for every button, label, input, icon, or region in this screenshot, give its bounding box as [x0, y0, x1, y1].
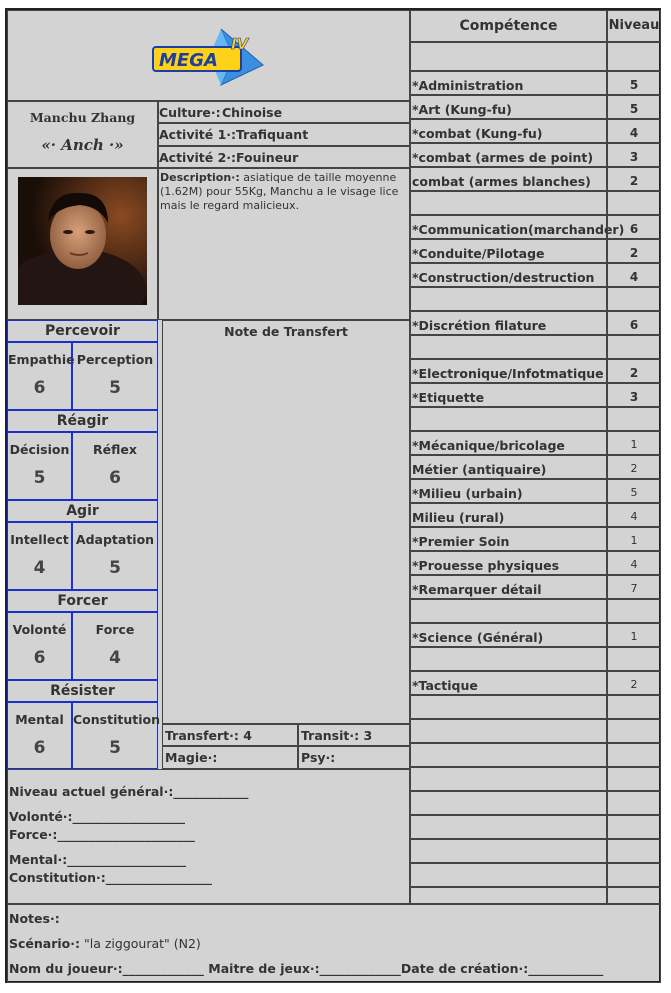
skill-level-cell: [607, 95, 661, 119]
skill-level: 2: [629, 174, 639, 188]
skill-level-cell: [607, 767, 661, 791]
skill-level-cell: [607, 887, 661, 904]
attribute-a-label: Décision: [9, 442, 70, 457]
activity2-value: Fouineur: [236, 150, 299, 165]
skill-level: 3: [629, 390, 639, 404]
skill-level-cell: [607, 791, 661, 815]
character-name: Manchu Zhang: [29, 110, 136, 125]
skill-row: [410, 671, 661, 695]
transit-cell: Transit·: 3: [298, 724, 410, 746]
skill-level-cell: [607, 311, 661, 335]
skill-level: 2: [630, 678, 638, 691]
skill-row: [410, 239, 661, 263]
skill-name-cell: [410, 383, 607, 407]
skill-row: [410, 599, 661, 623]
psy-cell: Psy·:: [298, 746, 410, 769]
skill-name-cell: [410, 455, 607, 479]
skill-level-cell: [607, 263, 661, 287]
skill-name-cell: [410, 95, 607, 119]
skill-row: [410, 143, 661, 167]
mega-logo: [151, 27, 271, 87]
activity2-label: Activité 2·:: [159, 150, 237, 165]
skill-name: *combat (Kung-fu): [412, 126, 543, 141]
name-box: [7, 101, 158, 168]
activity2-row: [158, 146, 410, 168]
attribute-group: [7, 500, 158, 590]
attribute-b: [72, 522, 158, 590]
skill-level-cell: [607, 287, 661, 311]
skill-row: [410, 839, 661, 863]
skill-level-cell: [607, 71, 661, 95]
skill-name: *Tactique: [412, 678, 478, 693]
attribute-a: [7, 702, 72, 769]
attribute-b-value: 4: [109, 648, 121, 668]
skill-name-cell: [410, 887, 607, 904]
attribute-a-label: Mental: [15, 712, 64, 727]
attribute-title: Forcer: [57, 593, 108, 609]
attribute-a: [7, 612, 72, 680]
skill-level: 4: [629, 126, 639, 140]
skill-row: [410, 863, 661, 887]
skill-name-cell: [410, 863, 607, 887]
skill-name-cell: [410, 263, 607, 287]
skill-name-cell: [410, 215, 625, 239]
skill-level-cell: [607, 503, 661, 527]
activity1-value: Trafiquant: [236, 127, 309, 142]
skill-level-cell: [607, 839, 661, 863]
skill-row: [410, 42, 661, 71]
attribute-a-value: 6: [33, 648, 46, 668]
skill-row: [410, 359, 661, 383]
skill-name-cell: [410, 575, 607, 599]
attribute-b: [72, 612, 158, 680]
skill-row: [410, 191, 661, 215]
attribute-b-value: 5: [109, 738, 121, 758]
skill-level-cell: [607, 42, 661, 71]
levels-box: [7, 769, 410, 904]
description-label: Description·:: [160, 171, 240, 184]
level-volonte: Volonté·:__________________: [9, 809, 186, 824]
level-mental: Mental·:___________________: [9, 852, 187, 867]
skill-name-cell: [410, 599, 607, 623]
skill-name-cell: [410, 671, 607, 695]
skill-level-cell: [607, 335, 661, 359]
attribute-b-value: 6: [109, 468, 121, 488]
attribute-title-cell: [7, 500, 158, 522]
skill-level-cell: [607, 191, 661, 215]
skill-name: *Discrétion filature: [412, 318, 547, 333]
skill-level: 1: [630, 630, 638, 643]
attribute-a-label: Volonté: [12, 622, 67, 637]
skill-level: 5: [629, 78, 639, 92]
skill-level-cell: [607, 167, 661, 191]
skill-name-cell: [410, 647, 607, 671]
skill-name-cell: [410, 42, 607, 71]
svg-text:IV: IV: [231, 35, 249, 53]
skill-name: *Administration: [412, 78, 524, 93]
skill-level: 4: [630, 510, 638, 523]
attribute-a-label: Intellect: [10, 532, 69, 547]
svg-text:MEGA: MEGA: [159, 50, 218, 71]
skill-row: [410, 575, 661, 599]
scenario-value: "la ziggourat" (N2): [84, 936, 201, 951]
attribute-a: [7, 342, 75, 410]
skill-row: [410, 887, 661, 904]
attribute-title-cell: [7, 320, 158, 342]
skill-name-cell: [410, 791, 607, 815]
skill-level-cell: [607, 863, 661, 887]
level-force: Force·:______________________: [9, 827, 195, 842]
skills-header-level: Niveau: [607, 10, 661, 42]
attribute-title-cell: [7, 590, 158, 612]
level-general: Niveau actuel général·:____________: [9, 784, 249, 799]
skill-level-cell: [607, 695, 661, 719]
skill-level-cell: [607, 575, 661, 599]
skill-row: [410, 551, 661, 575]
skill-level-cell: [607, 119, 661, 143]
skill-row: [410, 95, 661, 119]
attribute-a: [7, 432, 72, 500]
attribute-b-label: Perception: [76, 352, 154, 367]
skill-name-cell: [410, 815, 607, 839]
skill-name: *Premier Soin: [412, 534, 510, 549]
skill-row: [410, 407, 661, 431]
transfer-title: Note de Transfert: [224, 324, 348, 339]
attribute-b: [72, 432, 158, 500]
skill-name-cell: [410, 551, 607, 575]
skill-level-cell: [607, 623, 661, 647]
skill-level-cell: [607, 215, 661, 239]
skill-name-cell: [410, 695, 607, 719]
skill-name-cell: [410, 743, 607, 767]
attribute-a: [7, 522, 72, 590]
skill-row: [410, 287, 661, 311]
character-nickname: «· Anch ·»: [41, 136, 124, 154]
transfer-note: [162, 320, 410, 724]
skill-level: 6: [629, 222, 639, 236]
notes-label: Notes·:: [9, 911, 60, 926]
attribute-title: Percevoir: [45, 323, 120, 339]
skill-name: *Prouesse physiques: [412, 558, 560, 573]
skill-name-cell: [410, 503, 607, 527]
skill-level: 2: [629, 366, 639, 380]
skill-level: 1: [630, 438, 638, 451]
portrait-photo: [18, 177, 147, 305]
skill-name-cell: [410, 191, 607, 215]
skill-level: 1: [630, 534, 638, 547]
skill-name-cell: [410, 767, 607, 791]
skill-name: *Science (Général): [412, 630, 544, 645]
skill-name: *Conduite/Pilotage: [412, 246, 545, 261]
skill-name-cell: [410, 311, 607, 335]
skill-row: [410, 455, 661, 479]
skill-name-cell: [410, 239, 607, 263]
scenario-label: Scénario·:: [9, 936, 81, 951]
portrait-box: [7, 168, 158, 320]
skill-level-cell: [607, 359, 661, 383]
level-constitution: Constitution·:_________________: [9, 870, 212, 885]
skill-level: 4: [629, 270, 639, 284]
skill-row: [410, 215, 661, 239]
skill-level: 6: [629, 318, 639, 332]
skill-name: *Electronique/Infotmatique: [412, 366, 604, 381]
skill-level-cell: [607, 719, 661, 743]
skill-level-cell: [607, 407, 661, 431]
attribute-title: Agir: [66, 503, 99, 519]
skill-row: [410, 527, 661, 551]
skill-name-cell: [410, 119, 607, 143]
logo-area: [7, 10, 410, 101]
character-sheet: [5, 8, 661, 983]
skill-name: combat (armes blanches): [412, 174, 591, 189]
skill-level: 3: [629, 150, 639, 164]
skill-row: [410, 815, 661, 839]
skills-header-skill: Compétence: [410, 10, 607, 42]
footer-box: [7, 904, 661, 983]
skill-row: [410, 167, 661, 191]
attribute-a-label: Empathie: [8, 352, 75, 367]
attribute-title-cell: [7, 410, 158, 432]
skill-level: 2: [629, 246, 639, 260]
skill-name-cell: [410, 719, 607, 743]
skill-name: *Mécanique/bricolage: [412, 438, 565, 453]
skill-level-cell: [607, 479, 661, 503]
skill-name-cell: [410, 623, 607, 647]
skill-level-cell: [607, 551, 661, 575]
skill-level-cell: [607, 143, 661, 167]
skill-name: Milieu (rural): [412, 510, 505, 525]
skill-name: *Remarquer détail: [412, 582, 542, 597]
activity1-row: [158, 123, 410, 146]
footer-signature-line: Nom du joueur·:_____________ Maitre de jeux·:_____________Date de création·:____________: [9, 961, 604, 976]
attribute-group: [7, 590, 158, 680]
attributes-block: [7, 320, 158, 769]
skill-name-cell: [410, 71, 607, 95]
culture-label: Culture·:: [159, 105, 221, 120]
skill-row: [410, 743, 661, 767]
skill-name-cell: [410, 359, 607, 383]
skill-level-cell: [607, 239, 661, 263]
skill-name-cell: [410, 527, 607, 551]
skill-row: [410, 335, 661, 359]
attribute-b: [72, 702, 158, 769]
skill-row: [410, 383, 661, 407]
skill-name-cell: [410, 335, 607, 359]
attribute-a-value: 6: [33, 738, 46, 758]
skill-name: *Communication(marchander): [412, 222, 625, 237]
skill-name-cell: [410, 839, 607, 863]
attribute-b-label: Constitution: [73, 712, 160, 727]
skill-name: *combat (armes de point): [412, 150, 594, 165]
attribute-title: Résister: [50, 683, 115, 699]
skill-level-cell: [607, 671, 661, 695]
skill-level-cell: [607, 383, 661, 407]
skill-row: [410, 479, 661, 503]
skill-name: *Milieu (urbain): [412, 486, 523, 501]
skill-row: [410, 767, 661, 791]
attribute-group: [7, 680, 158, 769]
culture-row: [158, 101, 410, 123]
culture-value: Chinoise: [222, 105, 283, 120]
skill-row: [410, 695, 661, 719]
transfert-cell: Transfert·: 4: [162, 724, 298, 746]
skill-row: [410, 263, 661, 287]
skill-name: *Construction/destruction: [412, 270, 595, 285]
skill-level: 2: [630, 462, 638, 475]
skill-row: [410, 503, 661, 527]
activity1-label: Activité 1·:: [159, 127, 237, 142]
skill-name-cell: [410, 479, 607, 503]
attribute-a-value: 4: [33, 558, 46, 578]
skill-level: 4: [630, 558, 638, 571]
skills-table: [410, 42, 661, 904]
description-text: asiatique de taille moyenne (1.62M) pour 55Kg, Manchu a le visage lice mais le regard malicieux.: [160, 171, 399, 212]
magie-cell: Magie·:: [162, 746, 298, 769]
skill-name-cell: [410, 407, 607, 431]
description-box: [158, 168, 410, 320]
attribute-b: [72, 342, 158, 410]
skill-name: *Art (Kung-fu): [412, 102, 512, 117]
skill-row: [410, 119, 661, 143]
attribute-group: [7, 320, 158, 410]
attribute-b-label: Force: [95, 622, 135, 637]
skill-row: [410, 719, 661, 743]
attribute-b-label: Adaptation: [75, 532, 155, 547]
skill-level-cell: [607, 431, 661, 455]
skill-level-cell: [607, 647, 661, 671]
skill-name-cell: [410, 167, 607, 191]
skill-name: *Etiquette: [412, 390, 485, 405]
attribute-title: Réagir: [56, 413, 109, 429]
skill-row: [410, 311, 661, 335]
skill-row: [410, 431, 661, 455]
skill-name-cell: [410, 143, 607, 167]
skill-row: [410, 791, 661, 815]
attribute-group: [7, 410, 158, 500]
skill-level-cell: [607, 527, 661, 551]
skill-name-cell: [410, 287, 607, 311]
skill-level-cell: [607, 815, 661, 839]
attribute-b-value: 5: [109, 378, 121, 398]
attribute-b-value: 5: [109, 558, 121, 578]
attribute-a-value: 5: [33, 468, 46, 488]
skill-name: Métier (antiquaire): [412, 462, 547, 477]
skill-level: 7: [630, 582, 638, 595]
attribute-a-value: 6: [33, 378, 46, 398]
skill-name-cell: [410, 431, 607, 455]
skill-level: 5: [629, 102, 639, 116]
attribute-title-cell: [7, 680, 158, 702]
attribute-b-label: Réflex: [93, 442, 137, 457]
skill-level-cell: [607, 599, 661, 623]
skill-level: 5: [630, 486, 638, 499]
skill-level-cell: [607, 743, 661, 767]
skill-row: [410, 623, 661, 647]
skill-level-cell: [607, 455, 661, 479]
skill-row: [410, 647, 661, 671]
skill-row: [410, 71, 661, 95]
